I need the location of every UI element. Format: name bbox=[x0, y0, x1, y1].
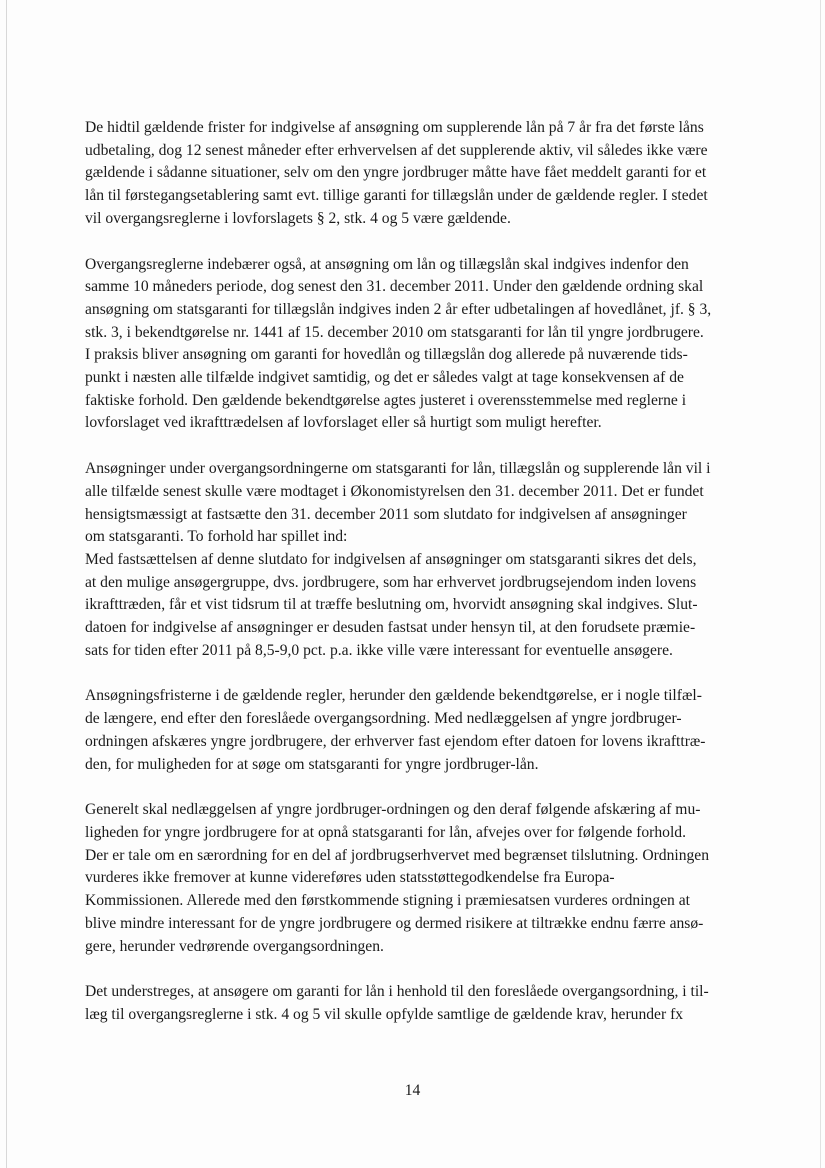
paragraph: Generelt skal nedlæggelsen af yngre jordbruger-ordningen og den deraf følgende afskæring af mu- ligheden for yngre jordbrugere for at opnå statsgaranti for lån, afvejes over for følgende forhold. Der er tale om en særordning for en del af jordbrugserhvervet med begrænset tilslutning. Ordningen vurderes ikke fremover at kunne videreføres uden statsstøttegodkendelse fra Europa- Kommissionen. Allerede med den førstkommende stigning i præmiesatsen vurderes ordningen at blive mindre interessant for de yngre jordbrugere og dermed risikere at tiltrække endnu færre ansø- gere, herunder vedrørende overgangsordningen. bbox=[85, 801, 710, 955]
body-text bbox=[85, 117, 745, 1050]
scan-edge-left bbox=[6, 0, 7, 1168]
paragraph: Det understreges, at ansøgere om garanti for lån i henhold til den foreslåede overgangsordning, i til- læg til overgangsreglerne i stk. 4 og 5 vil skulle opfylde samtlige de gældende krav, herunder fx bbox=[85, 983, 709, 1023]
paragraph: Overgangsreglerne indebærer også, at ansøgning om lån og tillægslån skal indgives indenfor den samme 10 måneders periode, dog senest den 31. december 2011. Under den gældende ordning skal ansøgning om statsgaranti for tillægslån indgives inden 2 år efter udbetalingen af hovedlånet, jf. § 3, stk. 3, i bekendtgørelse nr. 1441 af 15. december 2010 om statsgaranti for lån til yngre jordbrugere. I praksis bliver ansøgning om garanti for hovedlån og tillægslån dog allerede på nuværende tids- punkt i næsten alle tilfælde indgivet samtidig, og det er således valgt at tage konsekvensen af de faktiske forhold. Den gældende bekendtgørelse agtes justeret i overensstemmelse med reglerne i lovforslaget ved ikrafttrædelsen af lovforslaget eller så hurtigt som muligt herefter. bbox=[85, 255, 712, 432]
paragraph: Ansøgningsfristerne i de gældende regler, herunder den gældende bekendtgørelse, er i nogle tilfæl- de længere, end efter den foreslåede overgangsordning. Med nedlæggelsen af yngre jordbruger- ordningen afskæres yngre jordbrugere, der erhverver fast ejendom efter datoen for lovens ikrafttræ- den, for muligheden for at søge om statsgaranti for yngre jordbruger-lån. bbox=[85, 687, 706, 773]
paragraph: Ansøgninger under overgangsordningerne om statsgaranti for lån, tillægslån og supplerende lån vil i alle tilfælde senest skulle være modtaget i Økonomistyrelsen den 31. december 2011. Det er fundet hensigtsmæssigt at fastsætte den 31. december 2011 som slutdato for indgivelsen af ansøgninger om statsgaranti. To forhold har spillet ind: Med fastsættelsen af denne slutdato for indgivelsen af ansøgninger om statsgaranti sikres det dels, at den mulige ansøgergruppe, dvs. jordbrugere, som har erhvervet jordbrugsejendom inden lovens ikrafttræden, får et vist tidsrum til at træffe beslutning om, hvorvidt ansøgning skal indgives. Slut- datoen for indgivelse af ansøgninger er desuden fastsat under hensyn til, at den forudsete præmie- sats for tiden efter 2011 på 8,5-9,0 pct. p.a. ikke ville være interessant for eventuelle ansøgere. bbox=[85, 460, 711, 659]
paragraph: De hidtil gældende frister for indgivelse af ansøgning om supplerende lån på 7 år fra det første låns udbetaling, dog 12 senest måneder efter erhvervelsen af det supplerende aktiv, vil således ikke være gældende i sådanne situationer, selv om den yngre jordbruger måtte have fået meddelt garanti for et lån til førstegangsetablering samt evt. tillige garanti for tillægslån under de gældende regler. I stedet vil overgangsreglerne i lovforslagets § 2, stk. 4 og 5 være gældende. bbox=[85, 119, 708, 227]
scan-edge-right bbox=[820, 0, 821, 1168]
page-number: 14 bbox=[404, 1082, 421, 1099]
